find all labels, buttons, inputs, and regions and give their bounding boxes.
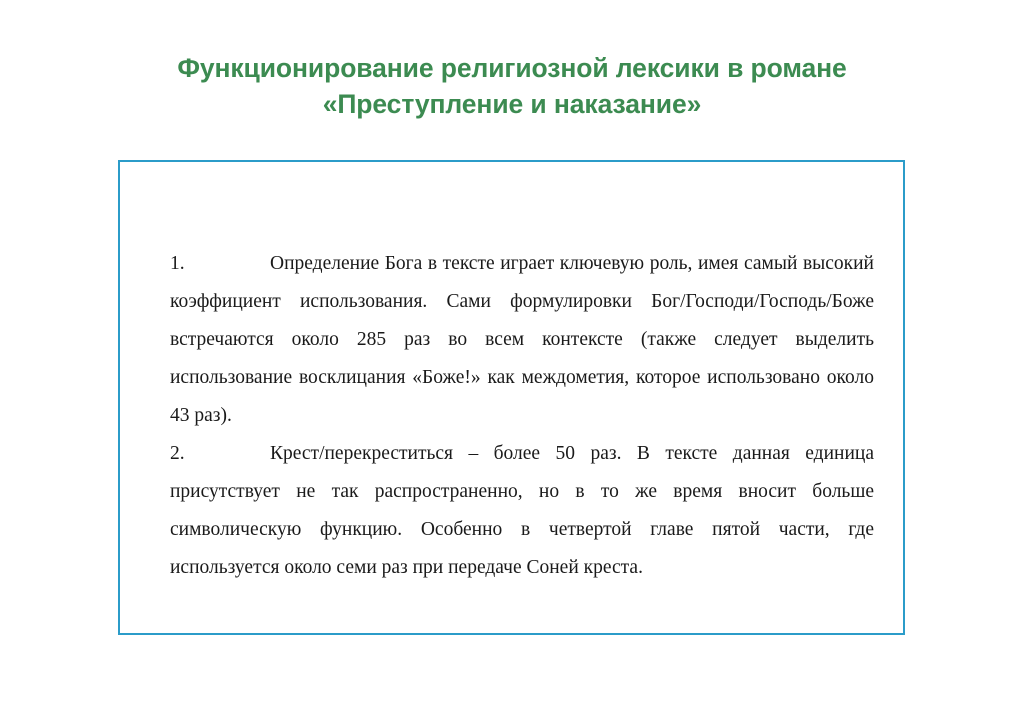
- list-item-text-1: Определение Бога в тексте играет ключевую роль, имея самый высокий коэффициент использования. Сами формулировки Бог/Господи/Господь/Боже встречаются около 285 раз во всем контексте (также следует выделить использование восклицания «Боже!» как междометия, которое использовано около 43 раз).: [170, 253, 874, 426]
- content-frame: [118, 160, 905, 635]
- list-marker-2: 2.: [170, 443, 185, 464]
- list-item-text-2: Крест/перекреститься – более 50 раз. В тексте данная единица присутствует не так распространенно, но в то же время вносит больше символическую функцию. Особенно в четвертой главе пятой части, где используется около семи раз при передаче Соней креста.: [170, 443, 874, 578]
- list-item: [170, 245, 874, 435]
- page-title: [112, 50, 912, 122]
- body-text: [170, 245, 874, 587]
- list-marker-1: 1.: [170, 253, 185, 274]
- list-item: [170, 435, 874, 587]
- title-line-2: «Преступление и наказание»: [322, 89, 702, 119]
- title-line-1: Функционирование религиозной лексики в романе: [177, 53, 847, 83]
